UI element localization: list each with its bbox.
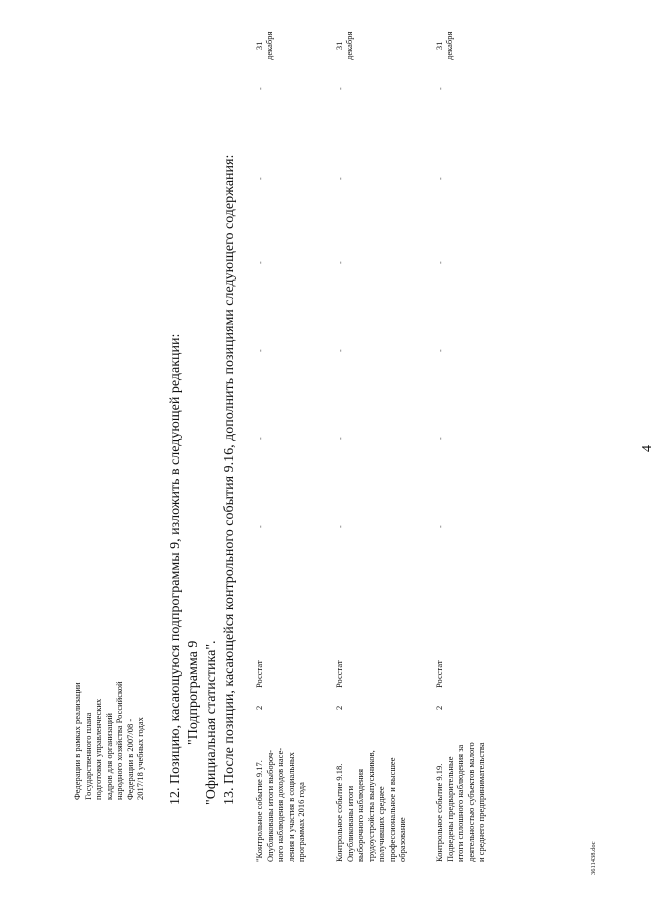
event-9-19-title [434, 742, 487, 862]
date-day: 31 [254, 41, 264, 51]
event-title-line: Контрольное событие 9.18. [334, 763, 344, 862]
event-9-18-dash: - [336, 349, 345, 352]
event-title-line: программах 2016 года [296, 782, 306, 862]
event-title-line: ления и участия в социальных [285, 752, 296, 862]
event-title-line: итоги сплошного наблюдения за [455, 744, 465, 862]
section-12-text: 12. Позицию, касающуюся подпрограммы 9, изложить в следующей редакции: [168, 333, 183, 805]
event-9-18-dash: - [336, 437, 345, 440]
prev-row-line: Федерации в рамках реализации [72, 682, 82, 800]
event-9-19-level: 2 [434, 705, 444, 710]
event-title-line: получивших среднее [376, 786, 386, 862]
event-9-18-date [334, 32, 354, 60]
event-9-18-dash: - [336, 87, 345, 90]
prev-row-title [72, 681, 146, 800]
prev-row-line: Федерации в 2007/08 - [124, 718, 135, 800]
event-9-18-dash: - [336, 525, 345, 528]
event-9-18-agency: Росстат [334, 660, 344, 688]
event-9-18-title [334, 750, 408, 862]
subprogram-9-heading: "Подпрограмма 9 [186, 640, 201, 745]
event-title-line: ного наблюдения доходов насе- [275, 747, 285, 862]
event-title-line: Контрольное событие 9.19. [434, 763, 444, 862]
event-9-17-level: 2 [254, 705, 264, 710]
prev-row-line: 2017/18 учебных годах [135, 717, 145, 800]
prev-row-line: кадров для организаций [103, 713, 114, 800]
event-9-17-title [254, 748, 307, 862]
event-9-19-agency: Росстат [434, 660, 444, 688]
event-title-line: профессиональное и высшее [386, 757, 397, 862]
event-9-19-dash: - [436, 87, 445, 90]
section-13-text: 13. После позиции, касающейся контрольного события 9.16, дополнить позициями следующего содержания: [222, 154, 237, 805]
event-9-19-dash: - [436, 525, 445, 528]
event-9-19-date [434, 32, 454, 60]
page-number: 4 [640, 445, 655, 452]
event-title-line: образование [397, 817, 407, 862]
event-title-line: выборочного наблюдения [355, 768, 365, 862]
event-9-17-dash: - [256, 349, 265, 352]
event-9-18-dash: - [336, 261, 345, 264]
event-9-17-dash: - [256, 261, 265, 264]
event-title-line: деятельностью субъектов малого [465, 742, 476, 862]
event-9-17-dash: - [256, 437, 265, 440]
event-title-line: Опубликованы итоги выбороч- [264, 750, 275, 862]
footer-doc-code: 3611438.doc [590, 841, 597, 875]
date-month: декабря [264, 31, 274, 60]
event-title-line: Опубликованы итоги [344, 785, 355, 862]
event-9-19-dash: - [436, 261, 445, 264]
event-9-17-dash: - [256, 177, 265, 180]
event-9-17-dash: - [256, 87, 265, 90]
event-9-17-date [254, 32, 274, 60]
date-day: 31 [434, 41, 444, 51]
date-month: декабря [444, 31, 454, 60]
event-title-line: Подведены предварительные [444, 756, 455, 862]
official-statistics-heading: "Официальная статистика". [204, 640, 219, 805]
event-9-18-level: 2 [334, 705, 344, 710]
event-9-19-dash: - [436, 349, 445, 352]
event-9-18-dash: - [336, 177, 345, 180]
event-title-line: "Контрольное событие 9.17. [254, 760, 264, 862]
event-title-line: и среднего предпринимательства [476, 742, 486, 862]
prev-row-line: народного хозяйства Российской [114, 681, 124, 800]
event-9-19-dash: - [436, 177, 445, 180]
prev-row-line: подготовки управленческих [93, 698, 103, 800]
date-month: декабря [344, 31, 354, 60]
prev-row-line: Государственного плана [82, 712, 93, 800]
event-9-17-dash: - [256, 525, 265, 528]
event-9-19-dash: - [436, 437, 445, 440]
event-9-17-agency: Росстат [254, 660, 264, 688]
date-day: 31 [334, 41, 344, 51]
event-title-line: трудоустройства выпускников, [365, 750, 376, 862]
